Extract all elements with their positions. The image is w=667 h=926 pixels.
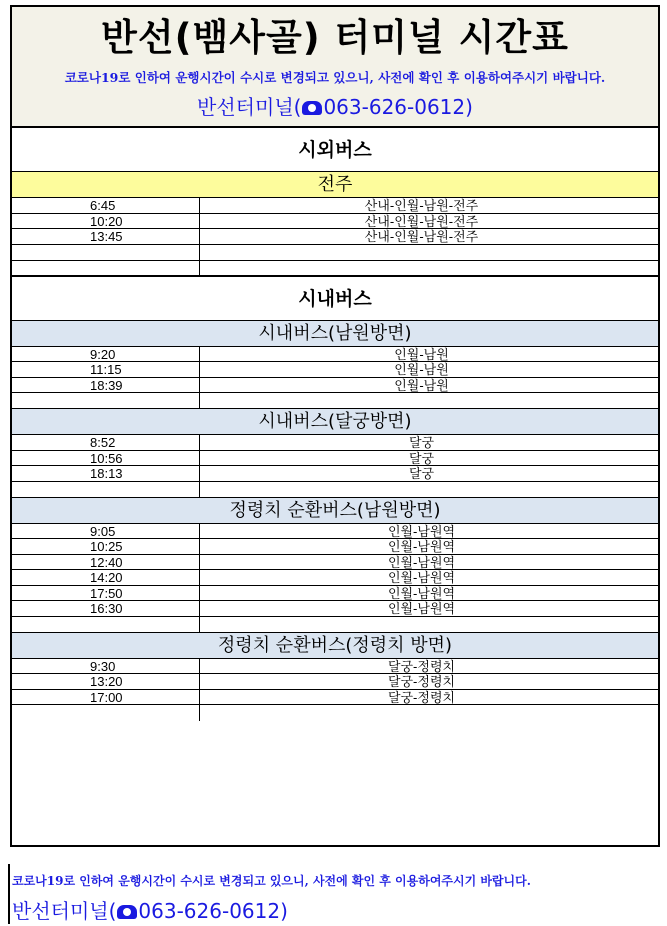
- footer-covid-notice: 코로나19로 인하여 운행시간이 수시로 변경되고 있으니, 사전에 확인 후 이용하여주시기 바랍니다.: [12, 874, 531, 888]
- departure-time: 9:05: [12, 524, 200, 539]
- route-title-namwon: 시내버스(남원방면): [12, 321, 658, 347]
- departure-time: 11:15: [12, 362, 200, 377]
- route-title-jeonju: 전주: [12, 172, 658, 198]
- footer-terminal-name: 반선터미널(: [12, 899, 117, 923]
- table-row: [12, 659, 658, 675]
- departure-time: 17:50: [12, 586, 200, 601]
- table-row: [12, 451, 658, 467]
- table-row: [12, 466, 658, 482]
- table-row: [12, 435, 658, 451]
- route-stops: 인월-남원: [394, 346, 449, 362]
- route-stops: 산내-인월-남원-전주: [364, 213, 479, 229]
- terminal-name: 반선터미널(: [197, 95, 302, 119]
- departure-time: 18:39: [12, 378, 200, 393]
- table-row: [12, 601, 658, 617]
- route-stops: 인월-남원역: [387, 601, 456, 616]
- departure-time: 6:45: [12, 198, 200, 213]
- departure-time: 17:00: [12, 690, 200, 705]
- footer-terminal-phone: [10, 898, 658, 924]
- route-stops: 달궁: [408, 435, 435, 450]
- departure-time: 18:13: [12, 466, 200, 481]
- table-row: [12, 198, 658, 214]
- route-stops: 인월-남원역: [387, 570, 456, 585]
- blank-row: [12, 245, 658, 261]
- table-row: [12, 555, 658, 571]
- departure-time: 13:20: [12, 674, 200, 689]
- blank-row: [12, 261, 658, 277]
- section-title-intercity: 시외버스: [12, 128, 658, 172]
- route-title-jeongnyeongchi: 정령치 순환버스(정령치 방면): [12, 633, 658, 659]
- terminal-phone: [12, 89, 658, 125]
- route-stops: 인월-남원역: [387, 554, 456, 570]
- page-title: 반선(뱀사골) 터미널 시간표: [101, 16, 569, 59]
- departure-time: 10:25: [12, 539, 200, 554]
- table-row: [12, 378, 658, 394]
- telephone-icon: [302, 101, 322, 115]
- blank-row: [12, 617, 658, 633]
- table-row: [12, 229, 658, 245]
- route-stops: 산내-인월-남원-전주: [364, 229, 479, 244]
- route-title-dalgung: 시내버스(달궁방면): [12, 409, 658, 435]
- table-row: [12, 674, 658, 690]
- departure-time: 10:56: [12, 451, 200, 466]
- route-stops: 달궁: [408, 450, 435, 466]
- blank-row: [12, 705, 658, 721]
- timetable-sheet: [10, 5, 660, 847]
- timetable-header: [12, 7, 658, 128]
- route-stops: 달궁-정령치: [387, 689, 456, 705]
- route-stops: 달궁-정령치: [387, 674, 456, 689]
- route-stops: 인월-남원: [394, 377, 449, 393]
- table-row: [12, 524, 658, 540]
- phone-number: 063-626-0612): [323, 95, 473, 119]
- route-title-jeongnyeongchi-namwon: 정령치 순환버스(남원방면): [12, 498, 658, 524]
- table-row: [12, 586, 658, 602]
- table-row: [12, 539, 658, 555]
- departure-time: 10:20: [12, 214, 200, 229]
- departure-time: 13:45: [12, 229, 200, 244]
- departure-time: 14:20: [12, 570, 200, 585]
- departure-time: 9:30: [12, 659, 200, 674]
- route-stops: 달궁: [408, 466, 435, 481]
- footer-phone-number: 063-626-0612): [138, 899, 288, 923]
- route-stops: 인월-남원역: [387, 585, 456, 601]
- route-stops: 인월-남원역: [387, 539, 456, 554]
- table-row: [12, 570, 658, 586]
- section-title-city: 시내버스: [12, 277, 658, 321]
- blank-row: [12, 482, 658, 498]
- blank-row: [12, 393, 658, 409]
- departure-time: 8:52: [12, 435, 200, 450]
- table-row: [12, 690, 658, 706]
- route-stops: 산내-인월-남원-전주: [364, 198, 479, 213]
- timetable-footer: [8, 864, 658, 924]
- departure-time: 9:20: [12, 347, 200, 362]
- table-row: [12, 362, 658, 378]
- telephone-icon: [117, 905, 137, 919]
- table-row: [12, 214, 658, 230]
- table-row: [12, 347, 658, 363]
- route-stops: 인월-남원: [394, 362, 449, 377]
- route-stops: 인월-남원역: [387, 523, 456, 539]
- departure-time: 12:40: [12, 555, 200, 570]
- route-stops: 달궁-정령치: [387, 658, 456, 674]
- departure-time: 16:30: [12, 601, 200, 616]
- covid-notice: 코로나19로 인하여 운행시간이 수시로 변경되고 있으니, 사전에 확인 후 이용하여주시기 바랍니다.: [64, 70, 606, 85]
